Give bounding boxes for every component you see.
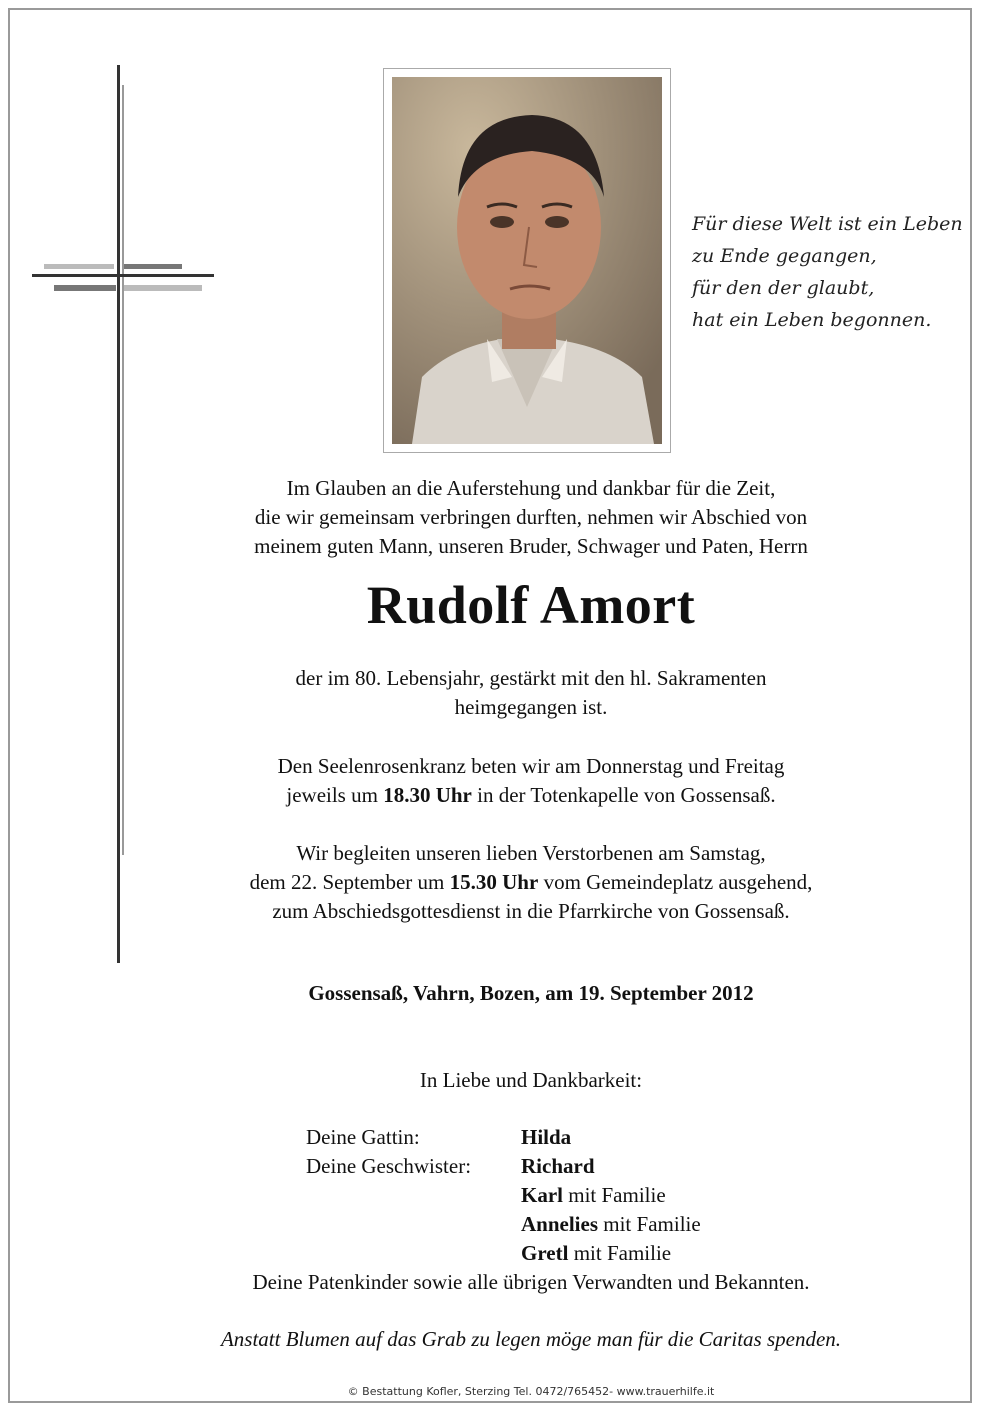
sibling-entry: Karl mit Familie <box>521 1183 666 1207</box>
spouse-name: Hilda <box>521 1125 572 1149</box>
verse-line: zu Ende gegangen, <box>692 245 877 267</box>
place-date: Gossensaß, Vahrn, Bozen, am 19. September 2012 <box>308 981 754 1005</box>
verse <box>692 208 972 336</box>
verse-line: hat ein Leben begonnen. <box>692 309 932 331</box>
verse-line: für den der glaubt, <box>692 277 875 299</box>
intro-line: Im Glauben an die Auferstehung und dankbar für die Zeit, <box>286 476 776 500</box>
portrait-frame <box>383 68 671 453</box>
funeral-line: dem 22. September um 15.30 Uhr vom Gemeindeplatz ausgehend, <box>249 870 813 894</box>
funeral-text <box>40 839 982 926</box>
portrait-photo <box>392 77 662 444</box>
rosary-line: jeweils um 18.30 Uhr in der Totenkapelle von Gossensaß. <box>286 783 776 807</box>
passing-line: heimgegangen ist. <box>454 695 608 719</box>
sibling-entry: Richard <box>521 1154 595 1178</box>
sibling-entry: Gretl mit Familie <box>521 1241 672 1265</box>
verse-line: Für diese Welt ist ein Leben <box>692 213 963 235</box>
intro-line: die wir gemeinsam verbringen durften, nehmen wir Abschied von <box>254 505 808 529</box>
sibling-entry: Annelies mit Familie <box>521 1212 701 1236</box>
portrait-illustration <box>392 77 662 444</box>
gratitude-line: In Liebe und Dankbarkeit: <box>419 1068 643 1092</box>
rosary-text <box>40 752 982 810</box>
deceased-name: Rudolf Amort <box>366 575 696 635</box>
passing-line: der im 80. Lebensjahr, gestärkt mit den hl. Sakramenten <box>295 666 767 690</box>
funeral-line: Wir begleiten unseren lieben Verstorbenen am Samstag, <box>296 841 766 865</box>
intro-line: meinem guten Mann, unseren Bruder, Schwager und Paten, Herrn <box>254 534 808 558</box>
spouse-label: Deine Gattin: <box>306 1125 420 1149</box>
donation-note: Anstatt Blumen auf das Grab zu legen möge man für die Caritas spenden. <box>220 1327 842 1351</box>
siblings-label: Deine Geschwister: <box>306 1154 472 1178</box>
intro-text <box>40 474 982 561</box>
funeral-line: zum Abschiedsgottesdienst in die Pfarrkirche von Gossensaß. <box>272 899 790 923</box>
rosary-line: Den Seelenrosenkranz beten wir am Donnerstag und Freitag <box>277 754 785 778</box>
passing-text <box>40 664 982 722</box>
funeral-time: 15.30 Uhr <box>449 870 539 894</box>
imprint: © Bestattung Kofler, Sterzing Tel. 0472/765452- www.trauerhilfe.it <box>347 1385 715 1398</box>
others-line: Deine Patenkinder sowie alle übrigen Verwandten und Bekannten. <box>252 1270 810 1294</box>
rosary-time: 18.30 Uhr <box>383 783 472 807</box>
